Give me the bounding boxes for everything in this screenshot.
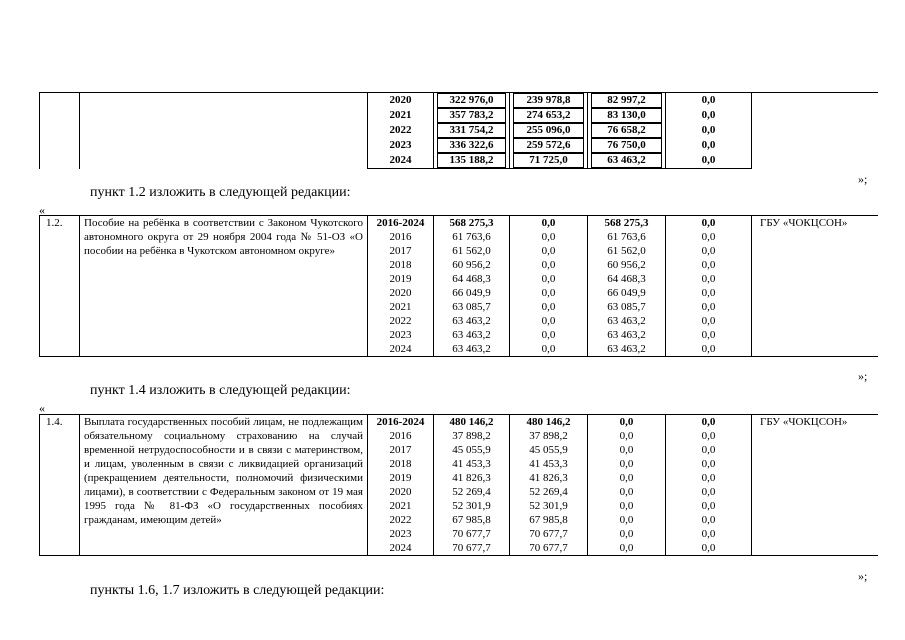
amount-cell-value: 82 997,2 [591, 93, 662, 108]
amount-cell: 0,0 [666, 244, 752, 258]
year-cell: 2021 [368, 108, 434, 123]
opening-quote: « [39, 401, 45, 415]
amount-cell: 0,0 [666, 415, 752, 430]
amount-cell: 41 453,3 [434, 457, 510, 471]
amount-cell: 0,0 [510, 272, 588, 286]
year-cell: 2019 [368, 272, 434, 286]
amount-cell: 0,0 [666, 138, 752, 153]
amount-cell: 37 898,2 [434, 429, 510, 443]
amount-cell: 0,0 [666, 108, 752, 123]
amount-cell: 0,0 [666, 485, 752, 499]
amount-cell: 45 055,9 [510, 443, 588, 457]
amount-cell [510, 123, 588, 138]
year-cell: 2017 [368, 244, 434, 258]
amount-cell-value: 357 783,2 [437, 108, 506, 123]
executor-cell: ГБУ «ЧОКЦСОН» [752, 216, 878, 357]
amount-cell-value: 63 463,2 [591, 153, 662, 168]
executor-cell [752, 93, 878, 169]
amount-cell-value: 83 130,0 [591, 108, 662, 123]
year-cell: 2021 [368, 300, 434, 314]
amount-cell: 0,0 [666, 457, 752, 471]
amount-cell-value: 274 653,2 [513, 108, 584, 123]
amount-cell: 63 463,2 [588, 328, 666, 342]
closing-quote: »; [858, 569, 868, 583]
amount-cell-value: 239 978,8 [513, 93, 584, 108]
year-cell: 2020 [368, 93, 434, 109]
amount-cell: 0,0 [666, 258, 752, 272]
amount-cell: 60 956,2 [434, 258, 510, 272]
amount-cell [510, 93, 588, 109]
amount-cell-value: 255 096,0 [513, 123, 584, 138]
amount-cell: 568 275,3 [434, 216, 510, 231]
amount-cell-value: 322 976,0 [437, 93, 506, 108]
year-cell: 2024 [368, 541, 434, 556]
year-cell: 2016 [368, 230, 434, 244]
description-cell [80, 93, 368, 169]
amount-cell: 0,0 [666, 513, 752, 527]
amount-cell: 0,0 [588, 527, 666, 541]
opening-quote: « [39, 203, 45, 217]
amount-cell-value: 135 188,2 [437, 153, 506, 168]
year-cell: 2021 [368, 499, 434, 513]
amount-cell: 0,0 [666, 300, 752, 314]
amount-cell: 41 453,3 [510, 457, 588, 471]
amount-cell: 0,0 [588, 457, 666, 471]
amount-cell: 0,0 [666, 93, 752, 109]
amount-cell [588, 93, 666, 109]
amount-cell: 480 146,2 [434, 415, 510, 430]
amount-cell: 61 763,6 [588, 230, 666, 244]
amount-cell: 41 826,3 [434, 471, 510, 485]
amount-cell: 63 463,2 [434, 342, 510, 357]
amount-cell: 0,0 [666, 527, 752, 541]
amount-cell: 70 677,7 [434, 541, 510, 556]
amount-cell [510, 108, 588, 123]
amount-cell: 70 677,7 [434, 527, 510, 541]
instruction-items-1-6-1-7: пункты 1.6, 1.7 изложить в следующей редакции: [90, 583, 385, 598]
amount-cell: 0,0 [588, 485, 666, 499]
amount-cell: 52 269,4 [434, 485, 510, 499]
amount-cell: 70 677,7 [510, 527, 588, 541]
amount-cell: 45 055,9 [434, 443, 510, 457]
amount-cell: 52 269,4 [510, 485, 588, 499]
amount-cell: 0,0 [666, 216, 752, 231]
amount-cell-value: 331 754,2 [437, 123, 506, 138]
year-cell: 2023 [368, 527, 434, 541]
year-cell: 2023 [368, 328, 434, 342]
amount-cell: 0,0 [666, 541, 752, 556]
year-cell: 2018 [368, 457, 434, 471]
amount-cell: 0,0 [666, 230, 752, 244]
amount-cell: 0,0 [588, 415, 666, 430]
table-row [40, 93, 878, 109]
amount-cell-value: 76 658,2 [591, 123, 662, 138]
year-cell: 2020 [368, 286, 434, 300]
amount-cell: 63 463,2 [434, 314, 510, 328]
year-cell: 2024 [368, 153, 434, 169]
instruction-item-1-4: пункт 1.4 изложить в следующей редакции: [90, 383, 351, 398]
table-item-1-4 [39, 414, 878, 556]
year-cell: 2024 [368, 342, 434, 357]
amount-cell: 70 677,7 [510, 541, 588, 556]
amount-cell: 0,0 [510, 258, 588, 272]
amount-cell [588, 153, 666, 169]
amount-cell: 0,0 [588, 429, 666, 443]
amount-cell: 0,0 [510, 230, 588, 244]
amount-cell: 64 468,3 [434, 272, 510, 286]
amount-cell: 0,0 [510, 216, 588, 231]
amount-cell: 37 898,2 [510, 429, 588, 443]
amount-cell [434, 93, 510, 109]
amount-cell-value: 259 572,6 [513, 138, 584, 153]
closing-quote: »; [858, 172, 868, 186]
amount-cell: 66 049,9 [434, 286, 510, 300]
amount-cell: 63 085,7 [434, 300, 510, 314]
amount-cell: 60 956,2 [588, 258, 666, 272]
amount-cell: 0,0 [666, 286, 752, 300]
year-cell: 2016-2024 [368, 415, 434, 430]
amount-cell: 0,0 [510, 342, 588, 357]
amount-cell: 0,0 [588, 541, 666, 556]
amount-cell-value: 71 725,0 [513, 153, 584, 168]
amount-cell-value: 336 322,6 [437, 138, 506, 153]
amount-cell: 0,0 [510, 244, 588, 258]
amount-cell: 0,0 [588, 443, 666, 457]
year-cell: 2022 [368, 513, 434, 527]
amount-cell [588, 108, 666, 123]
amount-cell: 63 085,7 [588, 300, 666, 314]
table-row [40, 415, 878, 430]
amount-cell: 480 146,2 [510, 415, 588, 430]
amount-cell: 0,0 [666, 429, 752, 443]
amount-cell: 0,0 [666, 471, 752, 485]
amount-cell [434, 153, 510, 169]
year-cell: 2023 [368, 138, 434, 153]
year-cell: 2022 [368, 123, 434, 138]
amount-cell: 0,0 [588, 499, 666, 513]
instruction-item-1-2: пункт 1.2 изложить в следующей редакции: [90, 185, 351, 200]
amount-cell-value: 76 750,0 [591, 138, 662, 153]
amount-cell: 41 826,3 [510, 471, 588, 485]
amount-cell: 52 301,9 [434, 499, 510, 513]
amount-cell: 0,0 [666, 499, 752, 513]
amount-cell [434, 108, 510, 123]
amount-cell: 67 985,8 [434, 513, 510, 527]
amount-cell: 568 275,3 [588, 216, 666, 231]
amount-cell [588, 138, 666, 153]
number-cell [40, 93, 80, 169]
amount-cell [510, 153, 588, 169]
amount-cell: 0,0 [588, 471, 666, 485]
amount-cell: 63 463,2 [588, 314, 666, 328]
amount-cell: 0,0 [510, 286, 588, 300]
year-cell: 2019 [368, 471, 434, 485]
amount-cell: 61 562,0 [434, 244, 510, 258]
amount-cell [588, 123, 666, 138]
table-item-1-2 [39, 215, 878, 357]
amount-cell: 0,0 [666, 342, 752, 357]
table-previous-item [39, 92, 878, 169]
item-description: Пособие на ребёнка в соответствии с Законом Чукотского автономного округа от 29 ноября 2004 года № 51-ОЗ «О пособии на ребёнка в Чукотском автономном округе» [80, 216, 368, 357]
amount-cell: 0,0 [510, 300, 588, 314]
year-cell: 2016-2024 [368, 216, 434, 231]
amount-cell: 63 463,2 [588, 342, 666, 357]
amount-cell: 0,0 [666, 443, 752, 457]
amount-cell: 0,0 [666, 272, 752, 286]
amount-cell: 0,0 [666, 153, 752, 169]
year-cell: 2022 [368, 314, 434, 328]
amount-cell [510, 138, 588, 153]
item-description: Выплата государственных пособий лицам, не подлежащим обязательному социальному страхованию на случай временной нетрудоспособности и в связи с материнством, и лицам, уволенным в связи с ликвидацией организаций (прекращением деятельности, полномочий физическими лицами), в соответствии с Федеральным законом от 19 мая 1995 года № 81-ФЗ «О государственных пособиях гражданам, имеющим детей» [80, 415, 368, 556]
item-number: 1.2. [40, 216, 80, 357]
amount-cell: 63 463,2 [434, 328, 510, 342]
year-cell: 2017 [368, 443, 434, 457]
amount-cell: 61 562,0 [588, 244, 666, 258]
item-number: 1.4. [40, 415, 80, 556]
table-row [40, 216, 878, 231]
closing-quote: »; [858, 369, 868, 383]
amount-cell [434, 123, 510, 138]
amount-cell: 0,0 [510, 328, 588, 342]
year-cell: 2020 [368, 485, 434, 499]
amount-cell: 0,0 [666, 328, 752, 342]
amount-cell: 0,0 [666, 123, 752, 138]
amount-cell: 0,0 [510, 314, 588, 328]
amount-cell: 64 468,3 [588, 272, 666, 286]
amount-cell [434, 138, 510, 153]
amount-cell: 66 049,9 [588, 286, 666, 300]
year-cell: 2018 [368, 258, 434, 272]
amount-cell: 67 985,8 [510, 513, 588, 527]
amount-cell: 0,0 [666, 314, 752, 328]
amount-cell: 61 763,6 [434, 230, 510, 244]
executor-cell: ГБУ «ЧОКЦСОН» [752, 415, 878, 556]
year-cell: 2016 [368, 429, 434, 443]
amount-cell: 52 301,9 [510, 499, 588, 513]
amount-cell: 0,0 [588, 513, 666, 527]
